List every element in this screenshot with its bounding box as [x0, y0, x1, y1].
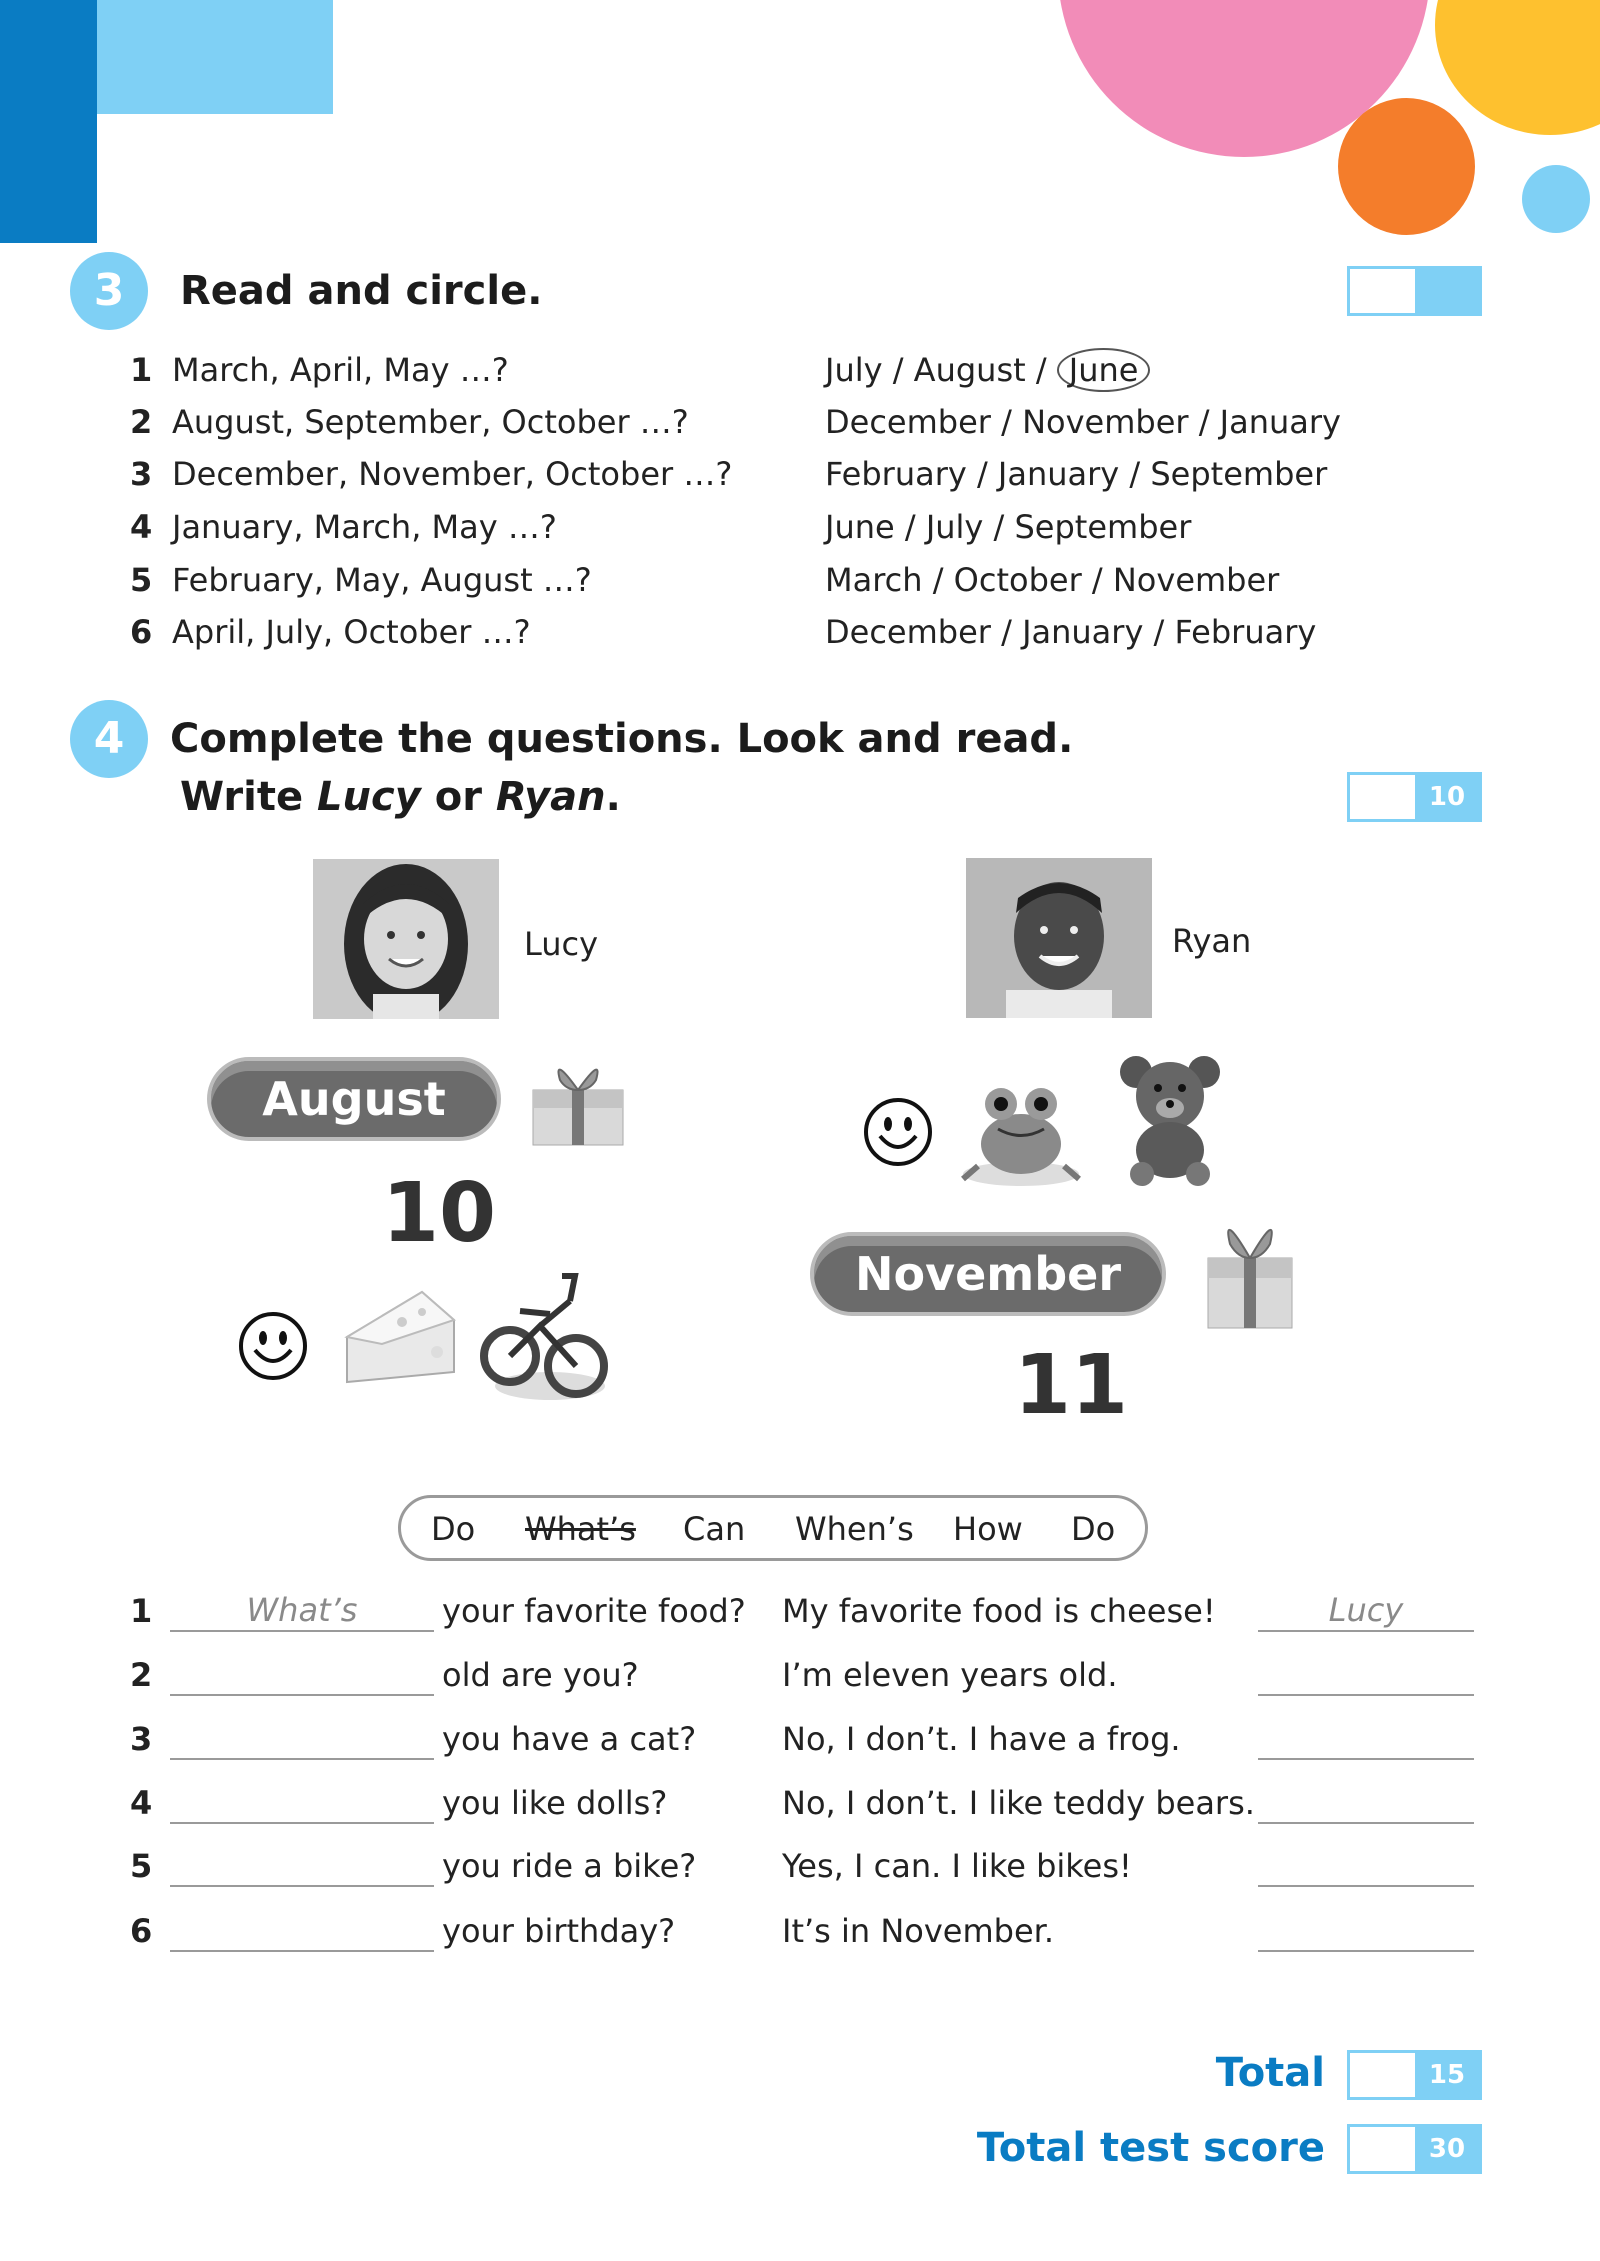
word-box-item-crossed: What’s — [525, 1510, 636, 1548]
total-label: Total — [1215, 2050, 1325, 2096]
name-blank[interactable]: Lucy — [1258, 1588, 1474, 1632]
option-separator: / — [882, 351, 914, 389]
option[interactable]: June — [825, 508, 895, 546]
sequence-question: February, May, August …? — [172, 561, 592, 599]
option[interactable]: November — [1022, 403, 1189, 441]
option[interactable]: February — [825, 455, 967, 493]
option[interactable]: January — [1022, 613, 1144, 651]
gift-icon — [528, 1050, 628, 1150]
title-period: . — [605, 774, 621, 820]
sequence-question: April, July, October …? — [172, 613, 531, 651]
option-separator: / — [1119, 455, 1151, 493]
option[interactable]: January — [997, 455, 1120, 493]
ryan-photo — [966, 858, 1152, 1018]
title-name-ryan: Ryan — [495, 774, 606, 820]
lucy-birthday-day: 10 — [382, 1166, 497, 1261]
name-blank[interactable] — [1258, 1908, 1474, 1952]
option-separator: / — [990, 403, 1023, 441]
answer-options — [825, 558, 1279, 602]
question-text: old are you? — [442, 1656, 639, 1694]
exercise-4-title-line2 — [180, 774, 621, 820]
name-blank[interactable] — [1258, 1843, 1474, 1887]
question-word-blank[interactable] — [170, 1780, 434, 1824]
item-number: 3 — [130, 1720, 153, 1758]
corner-decoration-dark — [0, 0, 97, 243]
blue-circle-decoration — [1522, 165, 1590, 233]
ryan-name-label: Ryan — [1172, 922, 1252, 960]
circled-option[interactable]: June — [1057, 348, 1151, 392]
exercise-3-title: Read and circle. — [180, 268, 543, 314]
smiley-icon — [237, 1310, 309, 1382]
exercise-3-score-max — [1415, 269, 1479, 313]
title-write-text: Write — [180, 774, 318, 820]
word-box — [398, 1495, 1148, 1561]
question-text: your favorite food? — [442, 1592, 746, 1630]
question-text: your birthday? — [442, 1912, 676, 1950]
option-separator: / — [983, 508, 1015, 546]
lucy-birthday-month: August — [207, 1057, 501, 1141]
word-box-item: How — [953, 1510, 1023, 1548]
exercise-4-title-line1: Complete the questions. Look and read. — [170, 716, 1074, 762]
question-word-blank[interactable]: What’s — [170, 1588, 434, 1632]
sequence-question: March, April, May …? — [172, 351, 509, 389]
answer-text: My favorite food is cheese! — [782, 1592, 1216, 1630]
option[interactable]: December — [825, 403, 991, 441]
item-number: 1 — [130, 351, 153, 389]
title-name-lucy: Lucy — [317, 774, 421, 820]
option-separator: / — [1081, 561, 1113, 599]
exercise-4-score-box[interactable] — [1347, 772, 1482, 822]
bike-icon — [480, 1256, 608, 1406]
option[interactable]: August — [913, 351, 1026, 389]
smiley-icon — [862, 1096, 934, 1168]
item-number: 3 — [130, 455, 153, 493]
answer-options — [825, 348, 1150, 392]
option-separator: / — [894, 508, 926, 546]
option-separator: / — [966, 455, 998, 493]
question-word-blank[interactable] — [170, 1843, 434, 1887]
answer-text: I’m eleven years old. — [782, 1656, 1118, 1694]
item-number: 5 — [130, 1847, 153, 1885]
answer-options — [825, 400, 1341, 444]
sequence-question: December, November, October …? — [172, 455, 733, 493]
option-separator: / — [1025, 351, 1057, 389]
option[interactable]: October — [953, 561, 1082, 599]
answer-text: It’s in November. — [782, 1912, 1055, 1950]
item-number: 4 — [130, 508, 153, 546]
yellow-circle-decoration — [1435, 0, 1600, 135]
item-number: 2 — [130, 403, 153, 441]
word-box-item: When’s — [795, 1510, 914, 1548]
option[interactable]: July — [925, 508, 984, 546]
exercise-4-score-max: 10 — [1415, 775, 1479, 819]
option[interactable]: September — [1150, 455, 1328, 493]
option[interactable]: March — [825, 561, 923, 599]
item-number: 2 — [130, 1656, 153, 1694]
total-test-score-label: Total test score — [976, 2125, 1325, 2171]
name-blank[interactable] — [1258, 1716, 1474, 1760]
answer-text: Yes, I can. I like bikes! — [782, 1847, 1132, 1885]
lucy-photo — [313, 859, 499, 1019]
corner-decoration-light — [97, 0, 333, 114]
gift-icon — [1200, 1208, 1300, 1332]
question-word-blank[interactable] — [170, 1652, 434, 1696]
option-separator: / — [990, 613, 1023, 651]
sequence-question: January, March, May …? — [172, 508, 557, 546]
option[interactable]: January — [1219, 403, 1341, 441]
name-blank[interactable] — [1258, 1652, 1474, 1696]
ryan-birthday-day: 11 — [1014, 1338, 1129, 1433]
sequence-question: August, September, October …? — [172, 403, 689, 441]
item-number: 6 — [130, 613, 153, 651]
option-separator: / — [1188, 403, 1220, 441]
item-number: 1 — [130, 1592, 153, 1630]
exercise-4-badge: 4 — [70, 700, 148, 778]
answer-options — [825, 610, 1316, 654]
word-box-item: Do — [431, 1510, 476, 1548]
exercise-3-score-box[interactable] — [1347, 266, 1482, 316]
word-box-item: Can — [683, 1510, 746, 1548]
question-word-blank[interactable] — [170, 1716, 434, 1760]
total-score-max: 15 — [1415, 2053, 1479, 2097]
option[interactable]: December — [825, 613, 991, 651]
item-number: 4 — [130, 1784, 153, 1822]
ryan-birthday-month: November — [810, 1232, 1166, 1316]
option[interactable]: September — [1014, 508, 1192, 546]
question-word-blank[interactable] — [170, 1908, 434, 1952]
total-test-score-box[interactable] — [1347, 2124, 1482, 2174]
total-score-box[interactable] — [1347, 2050, 1482, 2100]
question-text: you like dolls? — [442, 1784, 668, 1822]
cheese-icon — [342, 1282, 460, 1392]
option-separator: / — [1143, 613, 1175, 651]
answer-options — [825, 452, 1327, 496]
option[interactable]: July — [825, 351, 883, 389]
option[interactable]: February — [1174, 613, 1317, 651]
answer-options — [825, 505, 1191, 549]
frog-icon — [958, 1074, 1084, 1190]
exercise-3-badge: 3 — [70, 252, 148, 330]
item-number: 5 — [130, 561, 153, 599]
option[interactable]: November — [1112, 561, 1280, 599]
name-blank[interactable] — [1258, 1780, 1474, 1824]
item-number: 6 — [130, 1912, 153, 1950]
title-or-text: or — [420, 774, 496, 820]
question-text: you ride a bike? — [442, 1847, 697, 1885]
question-text: you have a cat? — [442, 1720, 697, 1758]
option-separator: / — [922, 561, 954, 599]
answer-text: No, I don’t. I like teddy bears. — [782, 1784, 1255, 1822]
orange-circle-decoration — [1338, 98, 1475, 235]
answer-text: No, I don’t. I have a frog. — [782, 1720, 1181, 1758]
lucy-name-label: Lucy — [524, 925, 599, 963]
total-test-score-max: 30 — [1415, 2127, 1479, 2171]
word-box-item: Do — [1071, 1510, 1116, 1548]
teddy-bear-icon — [1114, 1050, 1226, 1186]
